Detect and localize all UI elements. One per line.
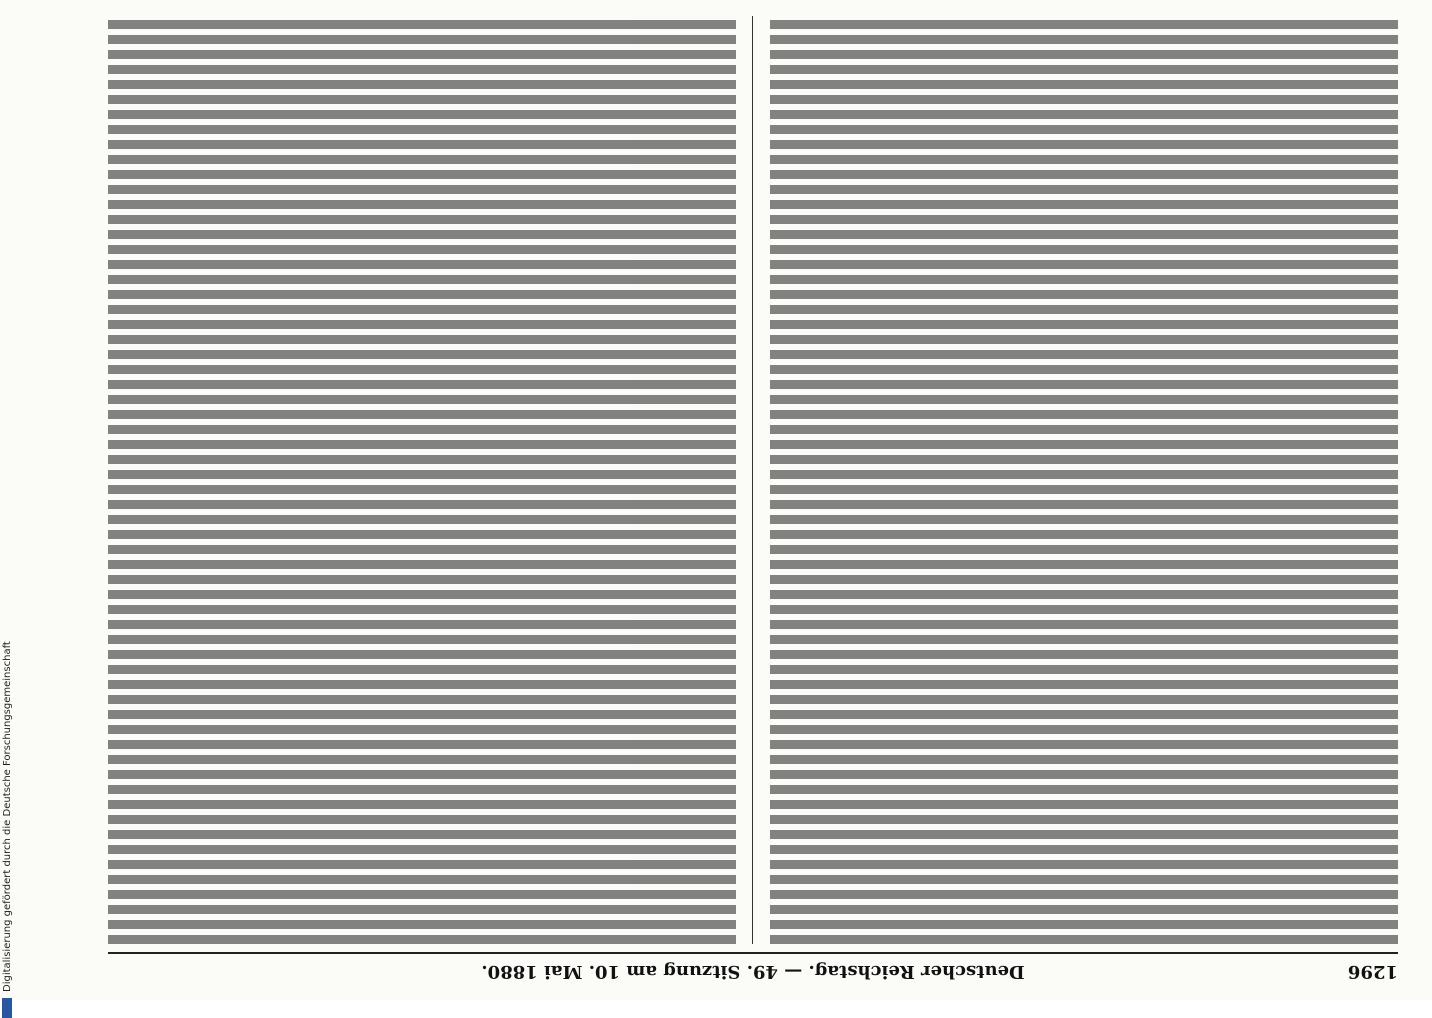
column-divider: [752, 16, 753, 944]
column-right-text-block: [108, 16, 736, 944]
column-right: [108, 16, 736, 944]
page-number: 1296: [1347, 961, 1398, 982]
page-header: [108, 956, 1398, 984]
header-rule: [108, 952, 1398, 954]
printed-page: [108, 12, 1398, 984]
credit-text: Digitalisierung gefördert durch die Deutsche Forschungsgemeinschaft: [2, 641, 13, 992]
column-left-text-block: [770, 16, 1398, 944]
column-left: [770, 16, 1398, 944]
page-title: Deutscher Reichstag. — 49. Sitzung am 10. Mai 1880.: [481, 961, 1025, 982]
digitization-credit: [2, 398, 18, 1018]
dfg-logo-icon: [2, 998, 12, 1018]
